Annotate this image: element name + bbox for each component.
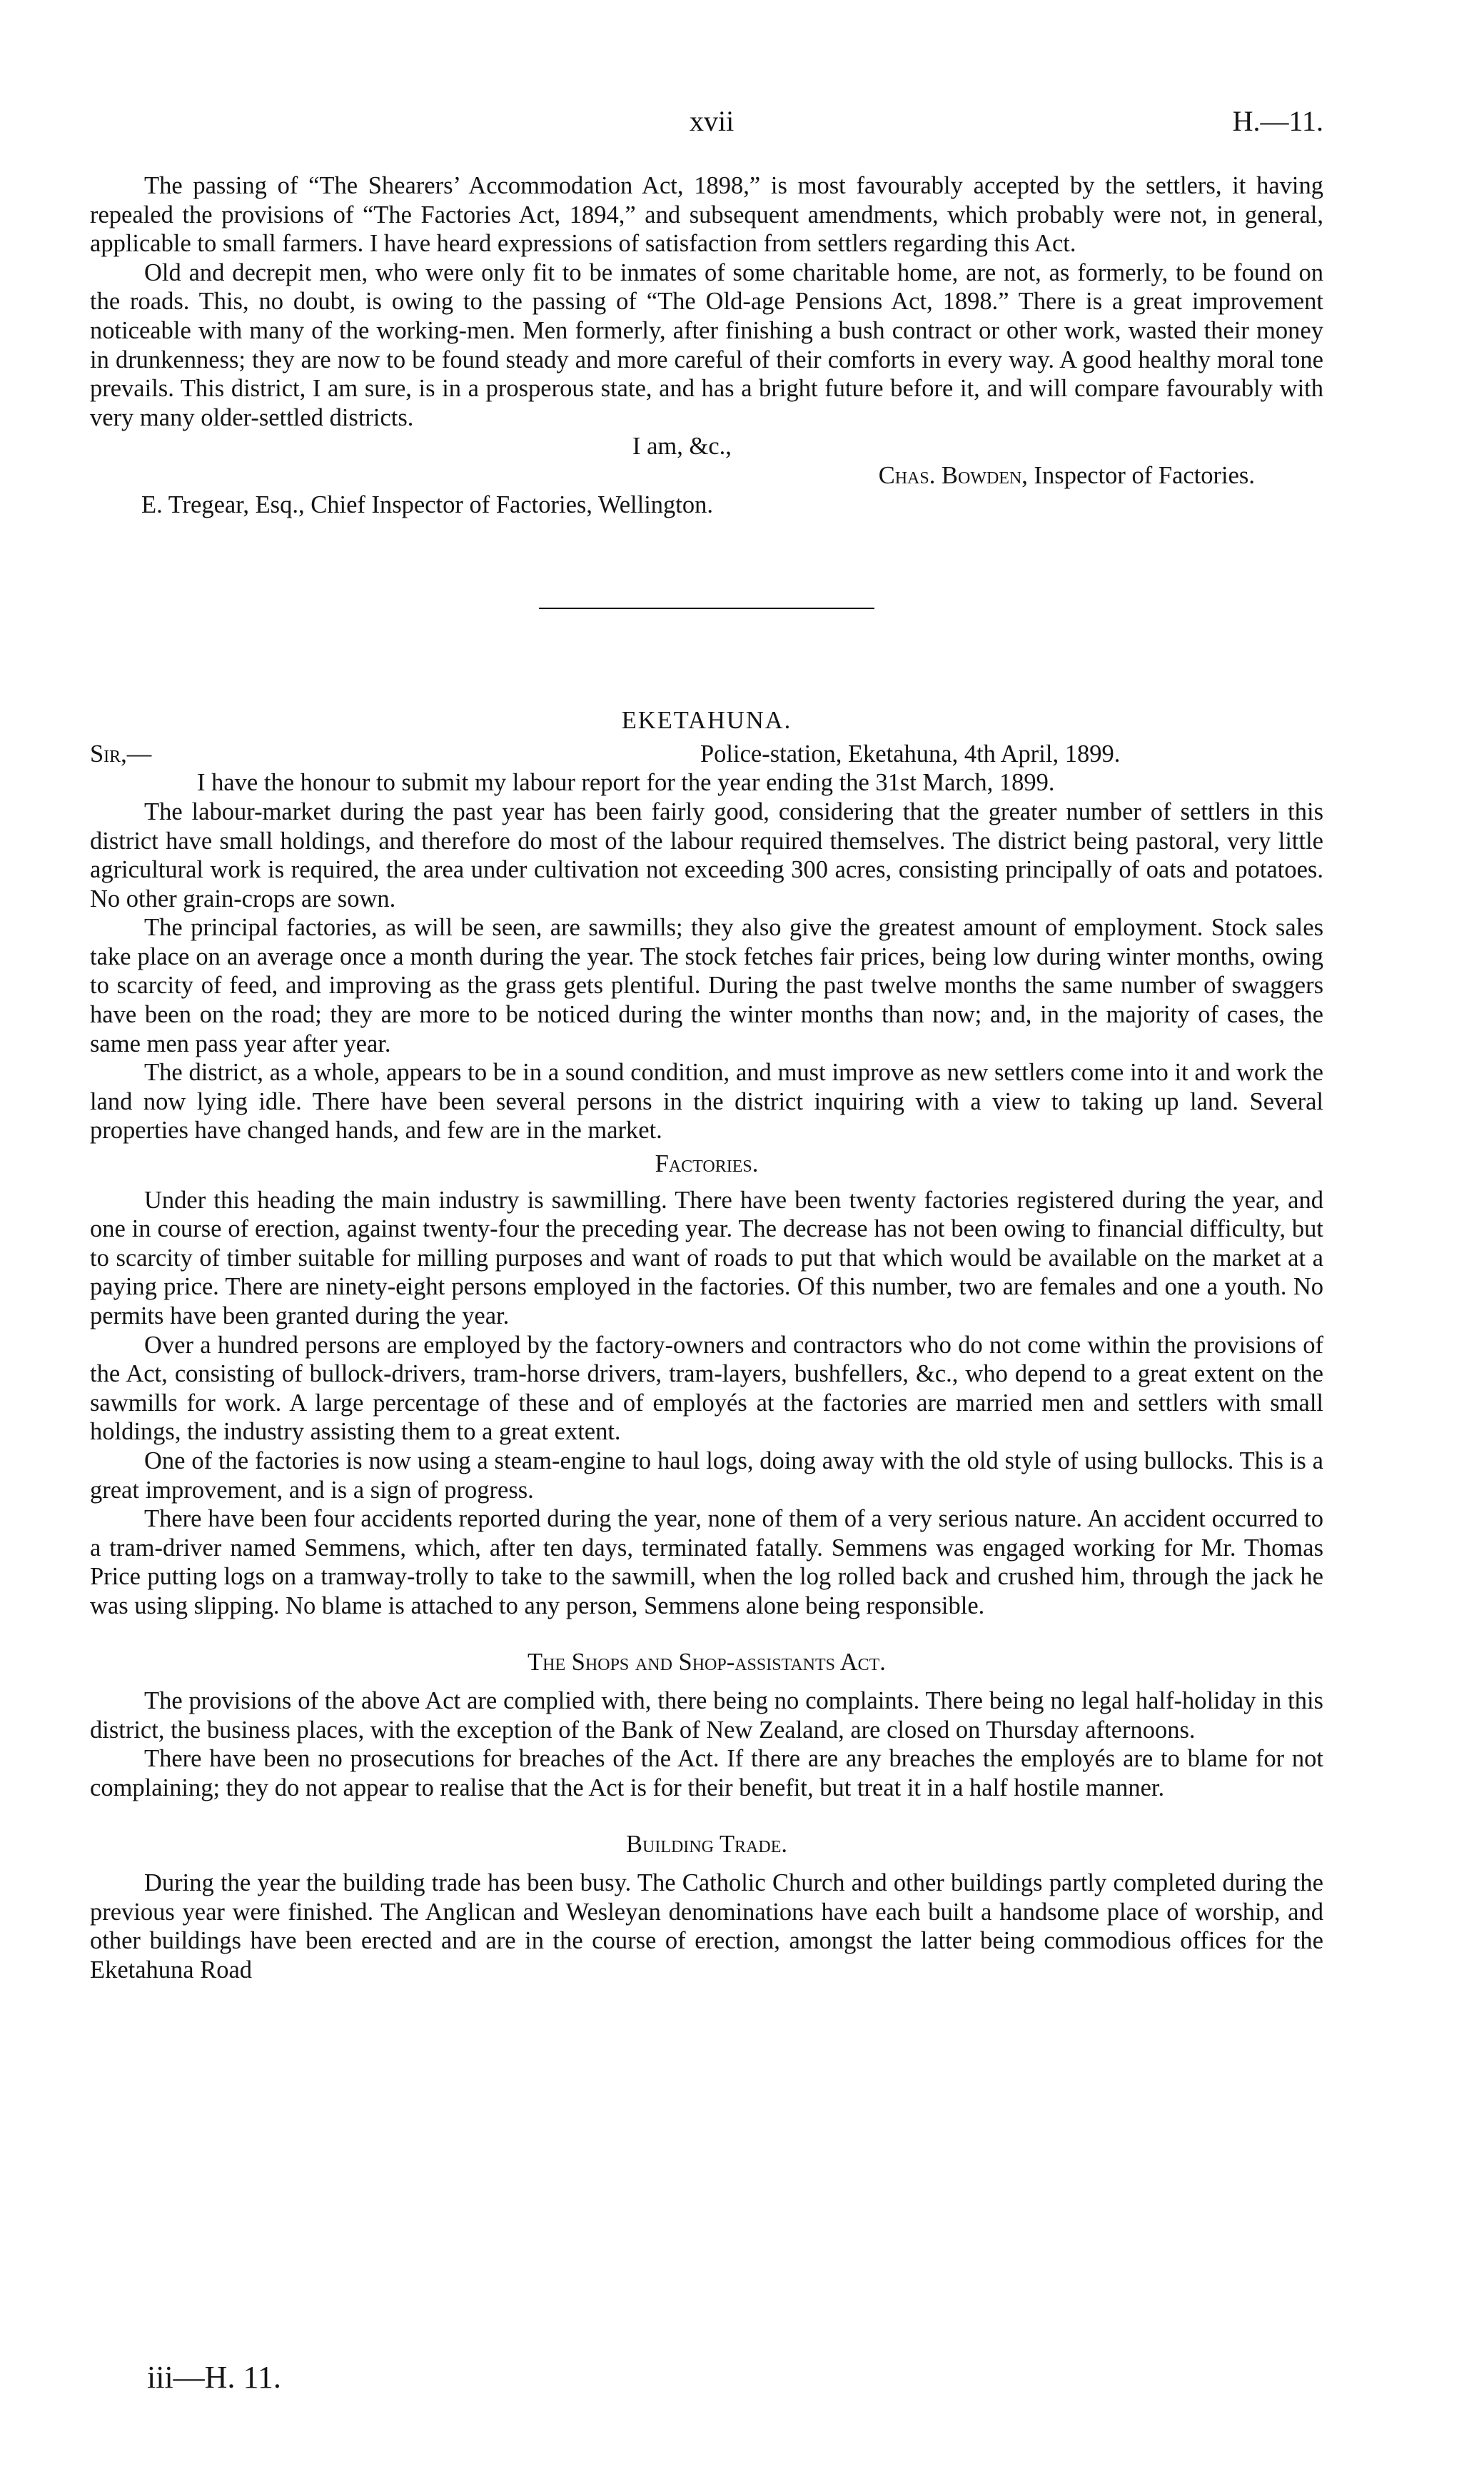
- paragraph: There have been no prosecutions for breaches of the Act. If there are any breaches the employés are to blame for not complaining; they do not appear to realise that the Act is for their benefit, but treat it in a half hostile manner.: [90, 1745, 1323, 1801]
- dateline: Police-station, Eketahuna, 4th April, 1899.: [700, 740, 1121, 768]
- section-divider: [539, 608, 874, 609]
- page-number: xvii: [690, 105, 735, 137]
- paragraph: Old and decrepit men, who were only fit to be inmates of some charitable home, are not, as formerly, to be found on the roads. This, no doubt, is owing to the passing of “The Old-age Pensions Act, 1898.” There is a great improvement noticeable with many of the working-men. Men formerly, after finishing a bush contract or other work, wasted their money in drunkenness; they are now to be found steady and more careful of their comforts in every way. A good healthy moral tone prevails. This district, I am sure, is in a prosperous state, and has a bright future before it, and will compare favourably with very many older-settled districts.: [90, 258, 1323, 431]
- paragraph: The labour-market during the past year has been fairly good, considering that the greater number of settlers in this district have small holdings, and therefore do most of the labour required themselves. The district being pastoral, very little agricultural work is required, the area under cultivation not exceeding 300 acres, consisting principally of oats and potatoes. No other grain-crops are sown.: [90, 798, 1323, 912]
- shops-act-heading: The Shops and Shop-assistants Act.: [528, 1648, 886, 1676]
- paragraph: Over a hundred persons are employed by the factory-owners and contractors who do not come within the provisions of the Act, consisting of bullock-drivers, tram-horse drivers, tram-layers, bushfellers, &c., who depend to a great extent on the sawmills for work. A large percentage of these and of employés at the factories are married men and settlers with small holdings, the industry assisting them to a great extent.: [90, 1331, 1323, 1446]
- paragraph: One of the factories is now using a steam-engine to haul logs, doing away with the old style of using bullocks. This is a great improvement, and is a sign of progress.: [90, 1447, 1323, 1504]
- salutation: Sir,—: [90, 740, 152, 768]
- previous-report-section: [90, 171, 1323, 519]
- addressee: E. Tregear, Esq., Chief Inspector of Factories, Wellington.: [141, 491, 714, 518]
- eketahuna-report-section: [90, 706, 1323, 1984]
- paragraph: During the year the building trade has been busy. The Catholic Church and other buildings partly completed during the previous year were finished. The Anglican and Wesleyan denominations have each built a handsome place of worship, and other buildings have been erected and are in the course of erection, amongst the latter being commodious offices for the Eketahuna Road: [90, 1869, 1323, 1983]
- paragraph: The passing of “The Shearers’ Accommodation Act, 1898,” is most favourably accepted by the settlers, it having repealed the provisions of “The Factories Act, 1894,” and subsequent amendments, which probably were not, in general, applicable to small farmers. I have heard expressions of satisfaction from settlers regarding this Act.: [90, 172, 1323, 258]
- paragraph: The district, as a whole, appears to be in a sound condition, and must improve as new settlers come into it and work the land now lying idle. There have been several persons in the district inquiring with a view to taking up land. Several properties have changed hands, and few are in the market.: [90, 1059, 1323, 1145]
- closing: I am, &c.,: [632, 433, 732, 461]
- signature-name: Chas. Bowden: [878, 461, 1022, 489]
- intro-paragraph: I have the honour to submit my labour report for the year ending the 31st March, 1899.: [197, 769, 1055, 797]
- paragraph: Under this heading the main industry is sawmilling. There have been twenty factories registered during the year, and one in course of erection, against twenty-four the preceding year. The decrease has not been owing to financial difficulty, but to scarcity of timber suitable for milling purposes and want of roads to put that which would be available on the market at a paying price. There are ninety-eight persons employed in the factories. Of this number, two are females and one a youth. No permits have been granted during the year.: [90, 1186, 1323, 1329]
- signature-mark: iii—H. 11.: [147, 2360, 281, 2395]
- signature-title: , Inspector of Factories.: [1021, 461, 1255, 489]
- section-title: EKETAHUNA.: [621, 707, 792, 735]
- signature: [90, 461, 1323, 491]
- paragraph: The provisions of the above Act are complied with, there being no complaints. There being no legal half-holiday in this district, the business places, with the exception of the Bank of New Zealand, are closed on Thursday afternoons.: [90, 1687, 1323, 1744]
- running-head: [90, 107, 1323, 150]
- factories-heading: Factories.: [655, 1150, 759, 1178]
- paragraph: The principal factories, as will be seen, are sawmills; they also give the greatest amount of employment. Stock sales take place on an average once a month during the year. The stock fetches fair prices, being low during winter months, owing to scarcity of feed, and improving as the grass gets plentiful. During the past twelve months the same number of swaggers have been on the road; they are more to be noticed during the winter months than now; and, in the majority of cases, the same men pass year after year.: [90, 914, 1323, 1057]
- building-trade-heading: Building Trade.: [625, 1830, 788, 1858]
- paragraph: There have been four accidents reported during the year, none of them of a very serious nature. An accident occurred to a tram-driver named Semmens, which, after ten days, terminated fatally. Semmens was engaged working for Mr. Thomas Price putting logs on a tramway-trolly to take to the sawmill, when the log rolled back and crushed him, through the jack he was using slipping. No blame is attached to any person, Semmens alone being responsible.: [90, 1505, 1323, 1619]
- salutation-row: [90, 740, 1323, 769]
- paper-reference: H.—11.: [1232, 105, 1323, 137]
- document-page: [90, 105, 1323, 2395]
